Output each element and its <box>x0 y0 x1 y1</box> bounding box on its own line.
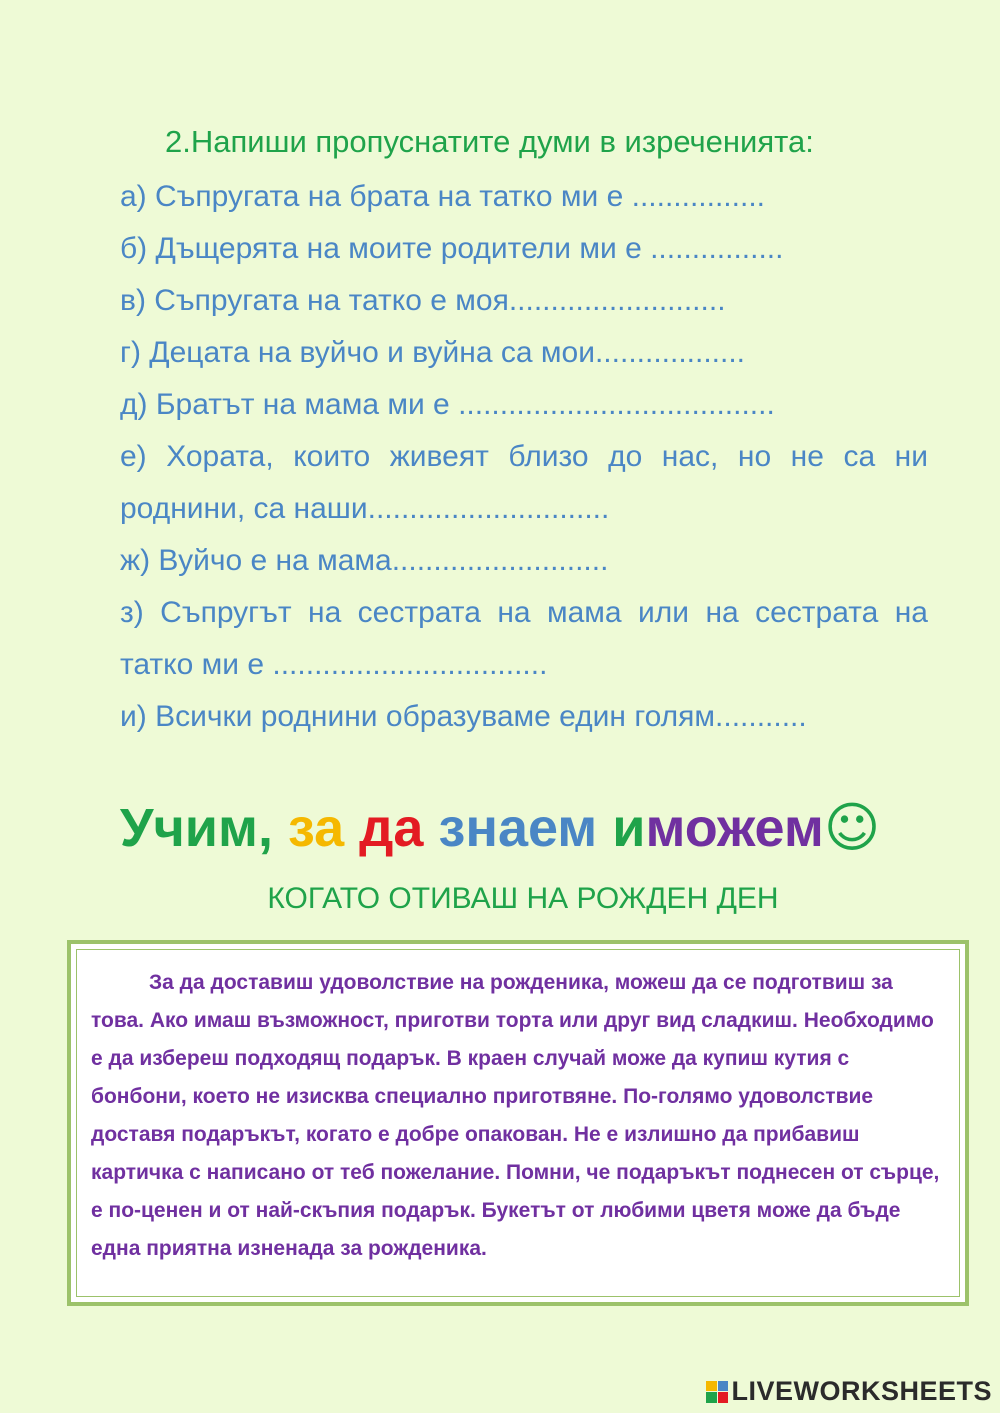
motto-heading <box>0 796 1000 859</box>
exercise-item: а) Съпругата на брата на татко ми е ................ <box>120 180 765 213</box>
logo-square <box>718 1392 729 1403</box>
logo-square <box>706 1392 717 1403</box>
section-subheading: КОГАТО ОТИВАШ НА РОЖДЕН ДЕН <box>267 882 779 915</box>
exercise-item: з) Съпругът на сестрата на мама или на сестрата на татко ми е ................................. <box>120 596 928 681</box>
smiley-icon: ☺ <box>823 796 881 859</box>
info-box-inner <box>76 949 960 1297</box>
motto-word: можем <box>645 798 824 858</box>
logo-square <box>706 1381 717 1392</box>
brand-watermark <box>706 1376 992 1407</box>
motto-word: и <box>612 798 646 858</box>
info-box <box>67 940 969 1306</box>
exercise-item: б) Дъщерята на моите родители ми е ................ <box>120 232 784 265</box>
exercise-item: в) Съпругата на татко е моя.......................... <box>120 284 726 317</box>
exercise-list <box>120 171 928 743</box>
motto-word: знаем <box>438 798 598 858</box>
logo-square <box>718 1381 729 1392</box>
motto-word: Учим, <box>119 798 273 858</box>
exercise-item: г) Децата на вуйчо и вуйна са мои.................. <box>120 336 746 369</box>
info-box-text: За да доставиш удоволствие на рожденика, можеш да се подготвиш за това. Ако имаш възможност, приготви торта или друг вид сладкиш. Необходимо е да избереш подходящ подарък. В краен случай може да купиш кутия с бонбони, което не изисква специално приготвяне. По-голямо удоволствие доставя подаръкът, когато е добре опакован. Не е излишно да прибавиш картичка с написано от теб пожелание. Помни, че подаръкът поднесен от сърце, е по-ценен и от най-скъпия подарък. Букетът от любими цветя може да бъде една приятна изненада за рожденика. <box>91 971 940 1260</box>
liveworksheets-logo-icon <box>706 1381 728 1403</box>
motto-word: да <box>359 798 424 858</box>
exercise-item: ж) Вуйчо е на мама.......................... <box>120 544 609 577</box>
motto-word: за <box>287 798 345 858</box>
exercise-title: 2.Напиши пропуснатите думи в изреченията: <box>165 124 814 159</box>
brand-name: LIVEWORKSHEETS <box>731 1376 992 1406</box>
exercise-item: и) Всички роднини образуваме един голям........... <box>120 700 807 733</box>
exercise-item: д) Братът на мама ми е ...................................... <box>120 388 775 421</box>
exercise-item: е) Хората, които живеят близо до нас, но не са ни роднини, са наши............................. <box>120 440 928 525</box>
